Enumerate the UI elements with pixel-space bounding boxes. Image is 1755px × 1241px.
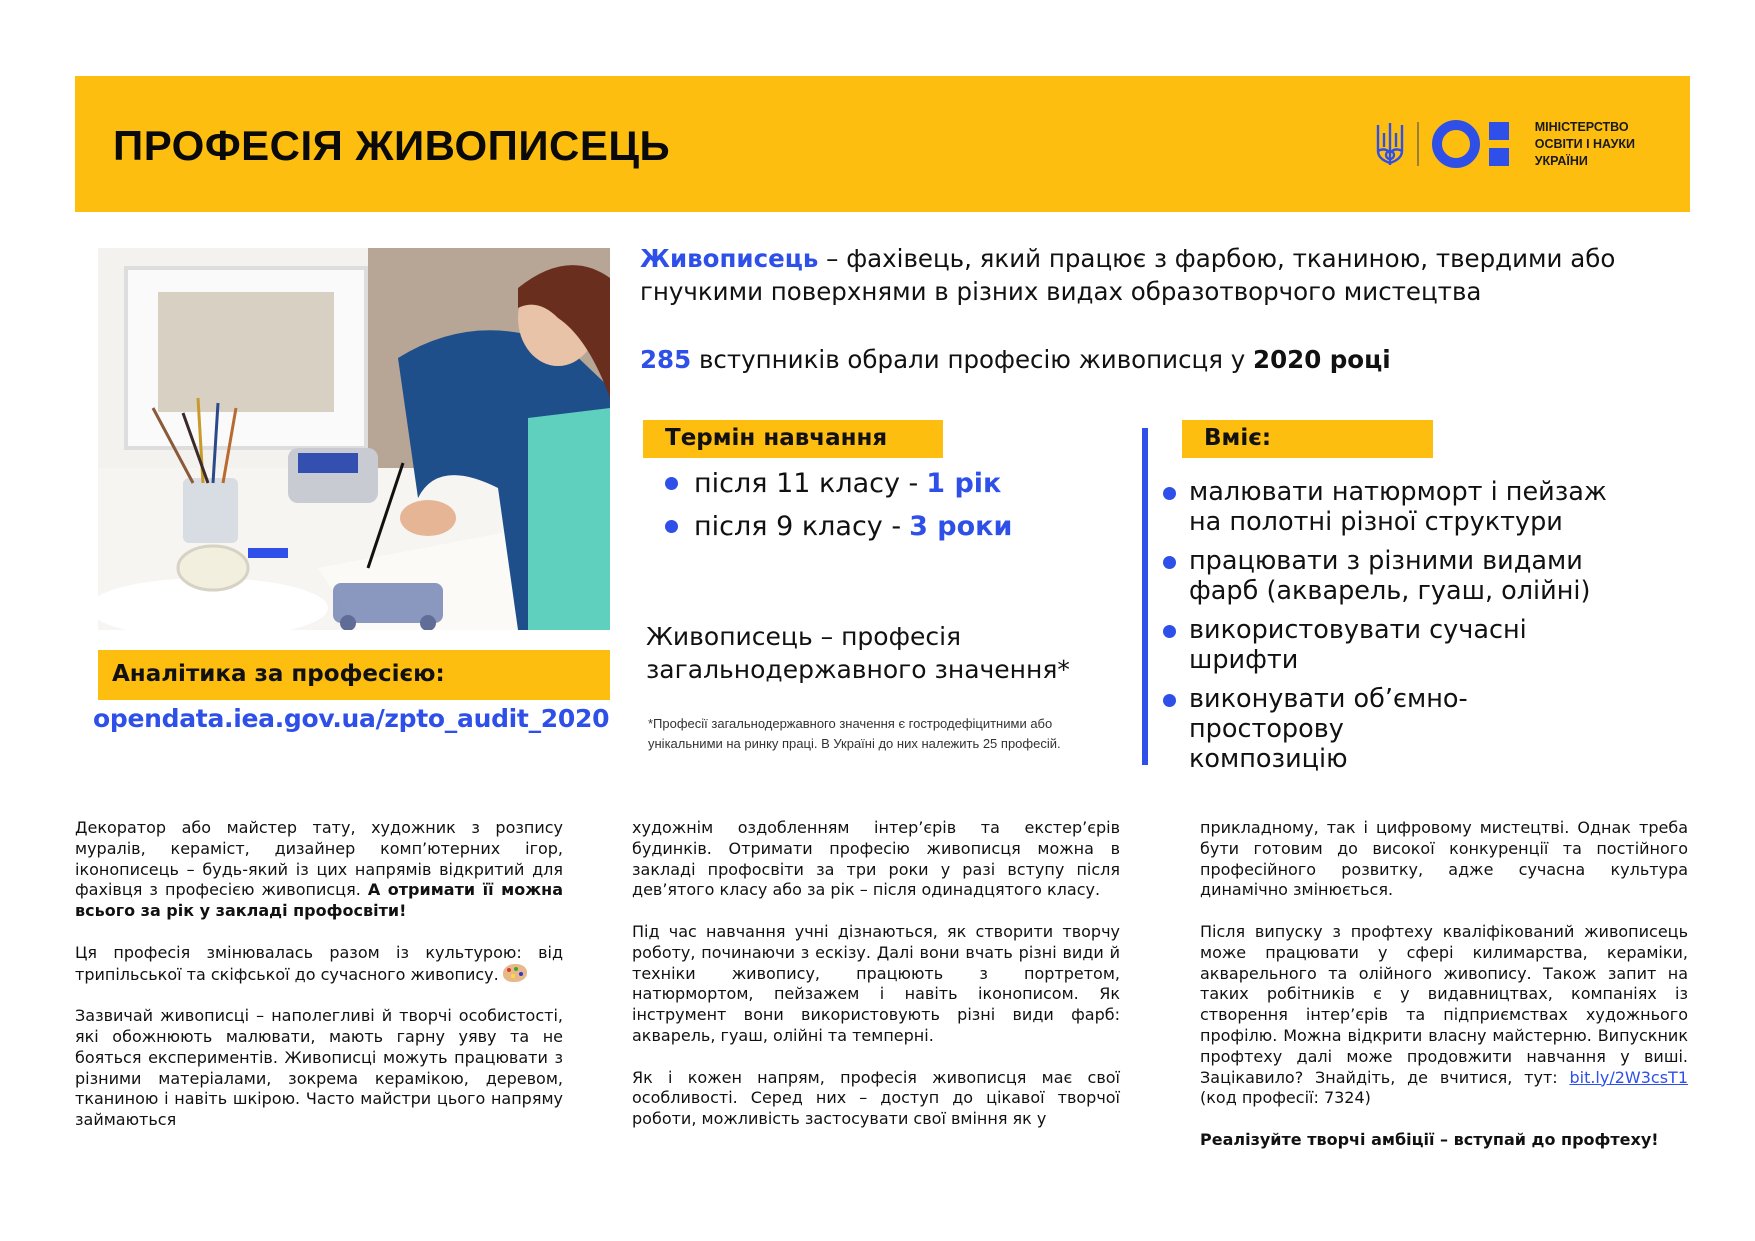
applicants-stat bbox=[640, 345, 1391, 374]
footnote-line: унікальними на ринку праці. В Україні до них належить 25 професій. bbox=[648, 736, 1061, 751]
programs-link[interactable]: bit.ly/2W3csT1 bbox=[1569, 1067, 1688, 1087]
term-item bbox=[665, 511, 1012, 542]
skill-text: виконувати об’ємно-просторову композицію bbox=[1189, 684, 1468, 774]
applicants-text: вступників обрали професію живописця у bbox=[691, 345, 1254, 374]
profession-code: (код професії: 7324) bbox=[1200, 1088, 1371, 1108]
applicants-count: 285 bbox=[640, 345, 692, 374]
term-heading: Термін навчання bbox=[665, 425, 888, 451]
bullet-icon bbox=[1163, 487, 1176, 500]
palette-icon bbox=[503, 964, 527, 982]
bullet-icon bbox=[1163, 625, 1176, 638]
national-significance bbox=[646, 620, 1070, 686]
national-line: Живописець – професія bbox=[646, 622, 962, 651]
body-paragraph: прикладному, так і цифровому мистецтві. Однак треба бути готовим до високої конкуренції та постійного професійного розвитку, адже сучасна культура динамічно змінюється. bbox=[1200, 818, 1688, 900]
paragraph-text: Декоратор або майстер тату, художник з розпису муралів, кераміст, дизайнер комп’ютерних ігор, іконописець – будь-який із цих напрямів відкритий для фахівця з професією живописця. bbox=[75, 818, 563, 900]
term-label: після 11 класу - bbox=[694, 468, 919, 499]
body-column-3 bbox=[1200, 818, 1688, 1172]
skill-text: використовувати сучасні шрифти bbox=[1189, 615, 1527, 675]
profession-definition bbox=[640, 242, 1640, 308]
body-column-1 bbox=[75, 818, 563, 1152]
body-column-2 bbox=[632, 818, 1120, 1151]
ministry-logo[interactable] bbox=[1375, 116, 1635, 172]
footnote-line: *Професії загальнодержавного значення є гостродефіцитними або bbox=[648, 716, 1053, 731]
analytics-link[interactable]: opendata.iea.gov.ua/zpto_audit_2020 bbox=[93, 704, 610, 733]
body-paragraph: Зазвичай живописці – наполегливі й творчі особистості, які обожнюють малювати, мають гарну уяву та не бояться експериментів. Живописці можуть працювати з різними матеріалами, зокрема керамікою, деревом, тканиною і навіть шкірою. Часто майстри цього напряму займаються bbox=[75, 1006, 563, 1130]
analytics-bar bbox=[98, 650, 610, 700]
bullet-icon bbox=[665, 520, 678, 533]
ministry-line: МІНІСТЕРСТВО bbox=[1534, 119, 1629, 134]
definition-term: Живописець bbox=[640, 244, 819, 273]
painter-illustration bbox=[98, 248, 610, 630]
analytics-label: Аналітика за професією: bbox=[112, 661, 445, 687]
trident-icon bbox=[1375, 121, 1405, 167]
ministry-name bbox=[1535, 119, 1635, 170]
term-heading-box bbox=[643, 420, 943, 458]
body-paragraph bbox=[75, 818, 563, 922]
skill-item bbox=[1163, 477, 1643, 537]
ministry-line: ОСВІТИ І НАУКИ bbox=[1534, 136, 1635, 151]
body-paragraph bbox=[1200, 1130, 1688, 1151]
bullet-icon bbox=[665, 477, 678, 490]
call-to-action: Реалізуйте творчі амбіції – вступай до профтеху! bbox=[1200, 1129, 1659, 1149]
body-paragraph: художнім оздобленням інтер’єрів та екстер’єрів будинків. Отримати професію живописця можна в закладі профосвіти за три роки у разі вступу після дев’ятого класу або за рік – після одинадцятого класу. bbox=[632, 818, 1120, 900]
footnote bbox=[648, 714, 1061, 754]
national-line: загальнодержавного значення* bbox=[646, 655, 1070, 684]
body-paragraph: Під час навчання учні дізнаються, як створити творчу роботу, починаючи з ескізу. Далі вони вчать різні види й техніки живопису, працюють з портретом, натюрмортом, пейзажем і навіть іконописом. Як інструмент вони використовують різні види фарб: акварель, гуаш, олійні та темперні. bbox=[632, 921, 1120, 1045]
paragraph-text: Після випуску з профтеху кваліфікований живописець може працювати у сфері килимарства, кераміки, акварельного та олійного живопису. Також запит на таких робітників є у видавництвах, компаніях із створення інтер’єрів та підприємствах художнього профілю. Можна відкрити власну майстерню. Випускник профтеху далі може продовжити навчання у виші. Зацікавило? Знайдіть, де вчитися, тут: bbox=[1200, 921, 1688, 1087]
bullet-icon bbox=[1163, 694, 1176, 707]
logo-divider bbox=[1417, 122, 1419, 166]
skill-item bbox=[1163, 684, 1643, 774]
body-paragraph bbox=[1200, 922, 1688, 1109]
vertical-divider bbox=[1142, 428, 1148, 765]
term-value: 3 роки bbox=[909, 511, 1013, 542]
ministry-oe-mark-icon bbox=[1431, 119, 1523, 169]
skills-heading: Вміє: bbox=[1204, 425, 1272, 451]
paragraph-text: Ця професія змінювалась разом із культурою: від трипільської та скіфської до сучасного живопису. bbox=[75, 942, 563, 984]
painter-photo bbox=[98, 248, 610, 630]
skills-heading-box bbox=[1182, 420, 1433, 458]
skill-text: працювати з різними видами фарб (акварель, гуаш, олійні) bbox=[1189, 546, 1591, 606]
definition-text: – фахівець, який працює з фарбою, тканиною, твердими або гнучкими поверхнями в різних видах образотворчого мистецтва bbox=[640, 244, 1616, 306]
body-paragraph: Як і кожен напрям, професія живописця має свої особливості. Серед них – доступ до цікавої творчої роботи, можливість застосувати свої вміння як у bbox=[632, 1067, 1120, 1129]
body-paragraph bbox=[75, 943, 563, 986]
skill-text: малювати натюрморт і пейзаж на полотні різної структури bbox=[1189, 477, 1607, 537]
bullet-icon bbox=[1163, 556, 1176, 569]
term-value: 1 рік bbox=[926, 468, 1002, 499]
skill-item bbox=[1163, 615, 1643, 675]
term-item bbox=[665, 468, 1001, 499]
skill-item bbox=[1163, 546, 1643, 606]
paragraph-bold: А отримати її можна всього за рік у закладі профосвіти! bbox=[75, 880, 563, 921]
applicants-year: 2020 році bbox=[1253, 345, 1391, 374]
header-banner bbox=[75, 76, 1690, 212]
term-label: після 9 класу - bbox=[694, 511, 902, 542]
page-title: ПРОФЕСІЯ ЖИВОПИСЕЦЬ bbox=[113, 122, 671, 169]
ministry-line: УКРАЇНИ bbox=[1534, 153, 1588, 168]
